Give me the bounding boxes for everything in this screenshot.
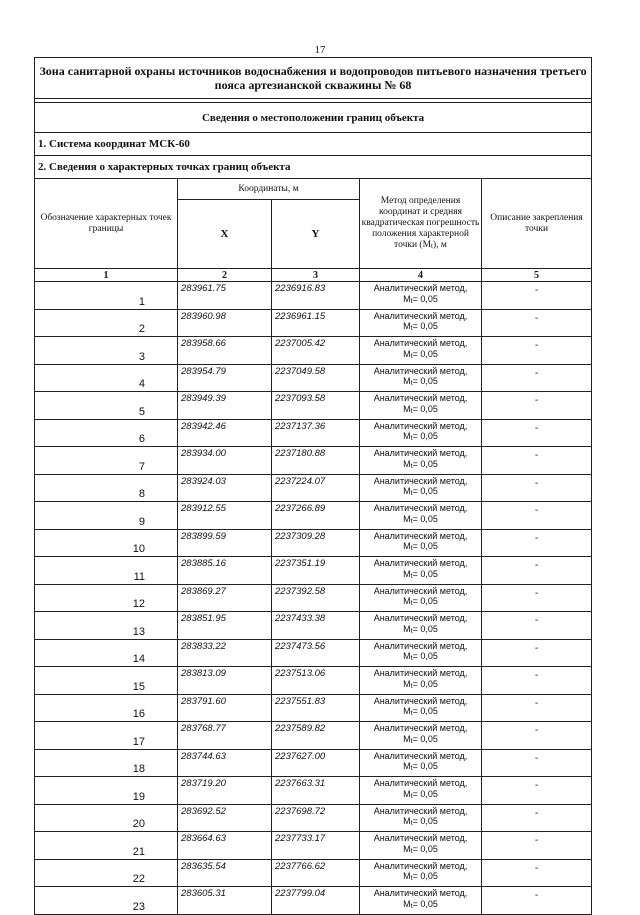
method-cell bbox=[360, 419, 482, 447]
point-number: 9 bbox=[35, 502, 178, 530]
col-number-3: 3 bbox=[272, 269, 360, 282]
method-cell bbox=[360, 612, 482, 640]
table-row bbox=[35, 859, 592, 887]
method-val: = 0,05 bbox=[412, 623, 438, 634]
method-val: = 0,05 bbox=[412, 898, 438, 909]
method-val: = 0,05 bbox=[412, 816, 438, 827]
coord-x: 283949.39 bbox=[178, 392, 272, 420]
method-cell bbox=[360, 557, 482, 585]
method-sub: t bbox=[410, 902, 413, 910]
coord-x: 283692.52 bbox=[178, 804, 272, 832]
method-line1: Аналитический метод, bbox=[373, 585, 468, 596]
point-number: 23 bbox=[35, 887, 178, 915]
method-val: = 0,05 bbox=[412, 568, 438, 579]
boundary-table bbox=[34, 57, 592, 915]
header-method-sub: t bbox=[431, 241, 433, 250]
table-row bbox=[35, 887, 592, 915]
method-sub: t bbox=[410, 847, 413, 855]
method-sub: t bbox=[410, 380, 413, 388]
coord-x: 283791.60 bbox=[178, 694, 272, 722]
point-description: - bbox=[482, 667, 592, 695]
method-line1: Аналитический метод, bbox=[373, 365, 468, 376]
method-sub: t bbox=[410, 545, 413, 553]
point-description: - bbox=[482, 887, 592, 915]
method-m: M bbox=[403, 596, 411, 607]
coord-y: 2237698.72 bbox=[272, 804, 360, 832]
table-row bbox=[35, 832, 592, 860]
coord-y: 2237309.28 bbox=[272, 529, 360, 557]
coord-x: 283851.95 bbox=[178, 612, 272, 640]
method-cell bbox=[360, 474, 482, 502]
point-description: - bbox=[482, 392, 592, 420]
method-line1: Аналитический метод, bbox=[373, 778, 468, 789]
table-row bbox=[35, 667, 592, 695]
coord-y: 2237224.07 bbox=[272, 474, 360, 502]
method-val: = 0,05 bbox=[412, 843, 438, 854]
point-number: 6 bbox=[35, 419, 178, 447]
point-description: - bbox=[482, 639, 592, 667]
table-row bbox=[35, 639, 592, 667]
point-number: 13 bbox=[35, 612, 178, 640]
method-line1: Аналитический метод, bbox=[373, 420, 468, 431]
point-number: 15 bbox=[35, 667, 178, 695]
method-sub: t bbox=[410, 875, 413, 883]
method-cell bbox=[360, 804, 482, 832]
method-sub: t bbox=[410, 297, 413, 305]
document-title: Зона санитарной охраны источников водоснабжения и водопроводов питьевого назначения третьего пояса артезианской скважины № 68 bbox=[35, 58, 592, 99]
method-sub: t bbox=[410, 820, 413, 828]
header-method-tail: ), м bbox=[433, 239, 447, 250]
method-line1: Аналитический метод, bbox=[373, 558, 468, 569]
point-number: 17 bbox=[35, 722, 178, 750]
method-m: M bbox=[403, 678, 411, 689]
table-row bbox=[35, 612, 592, 640]
point-description: - bbox=[482, 832, 592, 860]
method-line1: Аналитический метод, bbox=[373, 805, 468, 816]
coord-x: 283635.54 bbox=[178, 859, 272, 887]
method-val: = 0,05 bbox=[412, 871, 438, 882]
method-sub: t bbox=[410, 572, 413, 580]
coord-x: 283605.31 bbox=[178, 887, 272, 915]
method-sub: t bbox=[410, 490, 413, 498]
method-m: M bbox=[403, 376, 411, 387]
point-description: - bbox=[482, 364, 592, 392]
header-desc: Описание закрепления точки bbox=[482, 179, 592, 269]
method-line1: Аналитический метод, bbox=[373, 640, 468, 651]
point-description: - bbox=[482, 309, 592, 337]
method-m: M bbox=[403, 568, 411, 579]
point-description: - bbox=[482, 337, 592, 365]
method-val: = 0,05 bbox=[412, 431, 438, 442]
point-number: 16 bbox=[35, 694, 178, 722]
method-sub: t bbox=[410, 655, 413, 663]
method-m: M bbox=[403, 733, 411, 744]
coord-x: 283954.79 bbox=[178, 364, 272, 392]
coord-y: 2237551.83 bbox=[272, 694, 360, 722]
method-m: M bbox=[403, 293, 411, 304]
header-coords: Координаты, м bbox=[178, 179, 360, 200]
table-row bbox=[35, 804, 592, 832]
point-number: 4 bbox=[35, 364, 178, 392]
table-row bbox=[35, 777, 592, 805]
method-sub: t bbox=[410, 517, 413, 525]
method-m: M bbox=[403, 348, 411, 359]
point-description: - bbox=[482, 804, 592, 832]
coord-y: 2237433.38 bbox=[272, 612, 360, 640]
table-row bbox=[35, 529, 592, 557]
table-row bbox=[35, 447, 592, 475]
point-number: 11 bbox=[35, 557, 178, 585]
coord-y: 2237766.62 bbox=[272, 859, 360, 887]
table-row bbox=[35, 584, 592, 612]
coord-y: 2237005.42 bbox=[272, 337, 360, 365]
method-line1: Аналитический метод, bbox=[373, 668, 468, 679]
method-cell bbox=[360, 722, 482, 750]
method-cell bbox=[360, 639, 482, 667]
section-title: Сведения о местоположении границ объекта bbox=[35, 103, 592, 133]
method-sub: t bbox=[410, 737, 413, 745]
method-sub: t bbox=[410, 435, 413, 443]
method-val: = 0,05 bbox=[412, 348, 438, 359]
method-val: = 0,05 bbox=[412, 788, 438, 799]
table-row bbox=[35, 419, 592, 447]
method-sub: t bbox=[410, 407, 413, 415]
coord-y: 2237093.58 bbox=[272, 392, 360, 420]
point-description: - bbox=[482, 859, 592, 887]
point-description: - bbox=[482, 722, 592, 750]
coord-x: 283833.22 bbox=[178, 639, 272, 667]
method-line1: Аналитический метод, bbox=[373, 833, 468, 844]
col-number-1: 1 bbox=[35, 269, 178, 282]
method-line1: Аналитический метод, bbox=[373, 888, 468, 899]
coord-y: 2237589.82 bbox=[272, 722, 360, 750]
point-description: - bbox=[482, 749, 592, 777]
coord-y: 2237513.06 bbox=[272, 667, 360, 695]
method-cell bbox=[360, 364, 482, 392]
method-line1: Аналитический метод, bbox=[373, 750, 468, 761]
coord-x: 283961.75 bbox=[178, 282, 272, 310]
point-description: - bbox=[482, 529, 592, 557]
table-row bbox=[35, 694, 592, 722]
header-method-main: Метод определения координат и средняя квадратическая погрешность положения характерной точки (M bbox=[361, 195, 480, 250]
point-description: - bbox=[482, 447, 592, 475]
point-number: 7 bbox=[35, 447, 178, 475]
coord-y: 2237266.89 bbox=[272, 502, 360, 530]
table-row bbox=[35, 392, 592, 420]
method-line1: Аналитический метод, bbox=[373, 448, 468, 459]
method-m: M bbox=[403, 431, 411, 442]
point-description: - bbox=[482, 419, 592, 447]
method-line1: Аналитический метод, bbox=[373, 393, 468, 404]
method-cell bbox=[360, 749, 482, 777]
method-line1: Аналитический метод, bbox=[373, 310, 468, 321]
method-sub: t bbox=[410, 682, 413, 690]
method-m: M bbox=[403, 541, 411, 552]
method-sub: t bbox=[410, 627, 413, 635]
coord-y: 2236961.15 bbox=[272, 309, 360, 337]
coord-y: 2237137.36 bbox=[272, 419, 360, 447]
point-number: 22 bbox=[35, 859, 178, 887]
method-cell bbox=[360, 337, 482, 365]
method-val: = 0,05 bbox=[412, 376, 438, 387]
point-description: - bbox=[482, 777, 592, 805]
coord-x: 283813.09 bbox=[178, 667, 272, 695]
point-number: 20 bbox=[35, 804, 178, 832]
coord-y: 2237627.00 bbox=[272, 749, 360, 777]
method-m: M bbox=[403, 623, 411, 634]
coord-x: 283924.03 bbox=[178, 474, 272, 502]
coord-y: 2237733.17 bbox=[272, 832, 360, 860]
point-number: 8 bbox=[35, 474, 178, 502]
method-cell bbox=[360, 282, 482, 310]
method-cell bbox=[360, 694, 482, 722]
method-m: M bbox=[403, 486, 411, 497]
method-val: = 0,05 bbox=[412, 651, 438, 662]
method-m: M bbox=[403, 843, 411, 854]
method-val: = 0,05 bbox=[412, 458, 438, 469]
header-y: Y bbox=[272, 200, 360, 269]
table-row bbox=[35, 502, 592, 530]
method-line1: Аналитический метод, bbox=[373, 503, 468, 514]
point-description: - bbox=[482, 612, 592, 640]
method-m: M bbox=[403, 513, 411, 524]
table-row bbox=[35, 364, 592, 392]
coord-y: 2237392.58 bbox=[272, 584, 360, 612]
method-sub: t bbox=[410, 765, 413, 773]
coord-x: 283934.00 bbox=[178, 447, 272, 475]
point-description: - bbox=[482, 282, 592, 310]
coord-y: 2237049.58 bbox=[272, 364, 360, 392]
method-cell bbox=[360, 392, 482, 420]
coord-x: 283744.63 bbox=[178, 749, 272, 777]
method-line1: Аналитический метод, bbox=[373, 475, 468, 486]
coord-x: 283719.20 bbox=[178, 777, 272, 805]
header-method bbox=[360, 179, 482, 269]
coord-x: 283664.63 bbox=[178, 832, 272, 860]
col-number-4: 4 bbox=[360, 269, 482, 282]
method-sub: t bbox=[410, 600, 413, 608]
method-val: = 0,05 bbox=[412, 541, 438, 552]
coord-x: 283942.46 bbox=[178, 419, 272, 447]
method-sub: t bbox=[410, 325, 413, 333]
point-description: - bbox=[482, 474, 592, 502]
method-val: = 0,05 bbox=[412, 596, 438, 607]
point-number: 5 bbox=[35, 392, 178, 420]
point-number: 10 bbox=[35, 529, 178, 557]
coord-x: 283899.59 bbox=[178, 529, 272, 557]
coord-x: 283869.27 bbox=[178, 584, 272, 612]
table-row bbox=[35, 337, 592, 365]
method-cell bbox=[360, 529, 482, 557]
table-row bbox=[35, 309, 592, 337]
table-row bbox=[35, 722, 592, 750]
method-m: M bbox=[403, 321, 411, 332]
method-val: = 0,05 bbox=[412, 678, 438, 689]
method-line1: Аналитический метод, bbox=[373, 860, 468, 871]
method-val: = 0,05 bbox=[412, 293, 438, 304]
point-number: 21 bbox=[35, 832, 178, 860]
method-line1: Аналитический метод, bbox=[373, 723, 468, 734]
col-number-5: 5 bbox=[482, 269, 592, 282]
point-description: - bbox=[482, 584, 592, 612]
table-row bbox=[35, 282, 592, 310]
page-number: 17 bbox=[314, 44, 326, 56]
coord-x: 283885.16 bbox=[178, 557, 272, 585]
coord-y: 2237473.56 bbox=[272, 639, 360, 667]
coord-x: 283768.77 bbox=[178, 722, 272, 750]
method-m: M bbox=[403, 788, 411, 799]
coord-y: 2237799.04 bbox=[272, 887, 360, 915]
method-val: = 0,05 bbox=[412, 761, 438, 772]
method-sub: t bbox=[410, 792, 413, 800]
points-heading: 2. Сведения о характерных точках границ объекта bbox=[35, 156, 592, 179]
coord-x: 283960.98 bbox=[178, 309, 272, 337]
table-row bbox=[35, 474, 592, 502]
point-description: - bbox=[482, 502, 592, 530]
point-number: 14 bbox=[35, 639, 178, 667]
method-line1: Аналитический метод, bbox=[373, 695, 468, 706]
point-description: - bbox=[482, 694, 592, 722]
method-m: M bbox=[403, 458, 411, 469]
method-cell bbox=[360, 502, 482, 530]
method-val: = 0,05 bbox=[412, 733, 438, 744]
method-sub: t bbox=[410, 352, 413, 360]
method-val: = 0,05 bbox=[412, 706, 438, 717]
method-cell bbox=[360, 859, 482, 887]
coord-y: 2236916.83 bbox=[272, 282, 360, 310]
header-x: X bbox=[178, 200, 272, 269]
coord-x: 283958.66 bbox=[178, 337, 272, 365]
point-number: 1 bbox=[35, 282, 178, 310]
method-m: M bbox=[403, 871, 411, 882]
method-m: M bbox=[403, 403, 411, 414]
method-m: M bbox=[403, 651, 411, 662]
method-line1: Аналитический метод, bbox=[373, 283, 468, 294]
method-cell bbox=[360, 832, 482, 860]
coord-y: 2237180.88 bbox=[272, 447, 360, 475]
coord-system-heading: 1. Система координат МСК-60 bbox=[35, 133, 592, 156]
col-number-2: 2 bbox=[178, 269, 272, 282]
coord-x: 283912.55 bbox=[178, 502, 272, 530]
method-line1: Аналитический метод, bbox=[373, 338, 468, 349]
table-row bbox=[35, 749, 592, 777]
method-cell bbox=[360, 447, 482, 475]
method-m: M bbox=[403, 761, 411, 772]
method-cell bbox=[360, 584, 482, 612]
method-cell bbox=[360, 667, 482, 695]
point-number: 19 bbox=[35, 777, 178, 805]
method-line1: Аналитический метод, bbox=[373, 613, 468, 624]
method-line1: Аналитический метод, bbox=[373, 530, 468, 541]
point-number: 3 bbox=[35, 337, 178, 365]
method-cell bbox=[360, 309, 482, 337]
coord-y: 2237663.31 bbox=[272, 777, 360, 805]
point-number: 2 bbox=[35, 309, 178, 337]
method-m: M bbox=[403, 706, 411, 717]
header-point: Обозначение характерных точек границы bbox=[35, 179, 178, 269]
point-description: - bbox=[482, 557, 592, 585]
point-number: 18 bbox=[35, 749, 178, 777]
method-m: M bbox=[403, 816, 411, 827]
method-cell bbox=[360, 777, 482, 805]
method-val: = 0,05 bbox=[412, 403, 438, 414]
method-cell bbox=[360, 887, 482, 915]
coord-y: 2237351.19 bbox=[272, 557, 360, 585]
method-val: = 0,05 bbox=[412, 321, 438, 332]
method-val: = 0,05 bbox=[412, 513, 438, 524]
method-sub: t bbox=[410, 710, 413, 718]
method-m: M bbox=[403, 898, 411, 909]
point-number: 12 bbox=[35, 584, 178, 612]
method-sub: t bbox=[410, 462, 413, 470]
method-val: = 0,05 bbox=[412, 486, 438, 497]
table-row bbox=[35, 557, 592, 585]
